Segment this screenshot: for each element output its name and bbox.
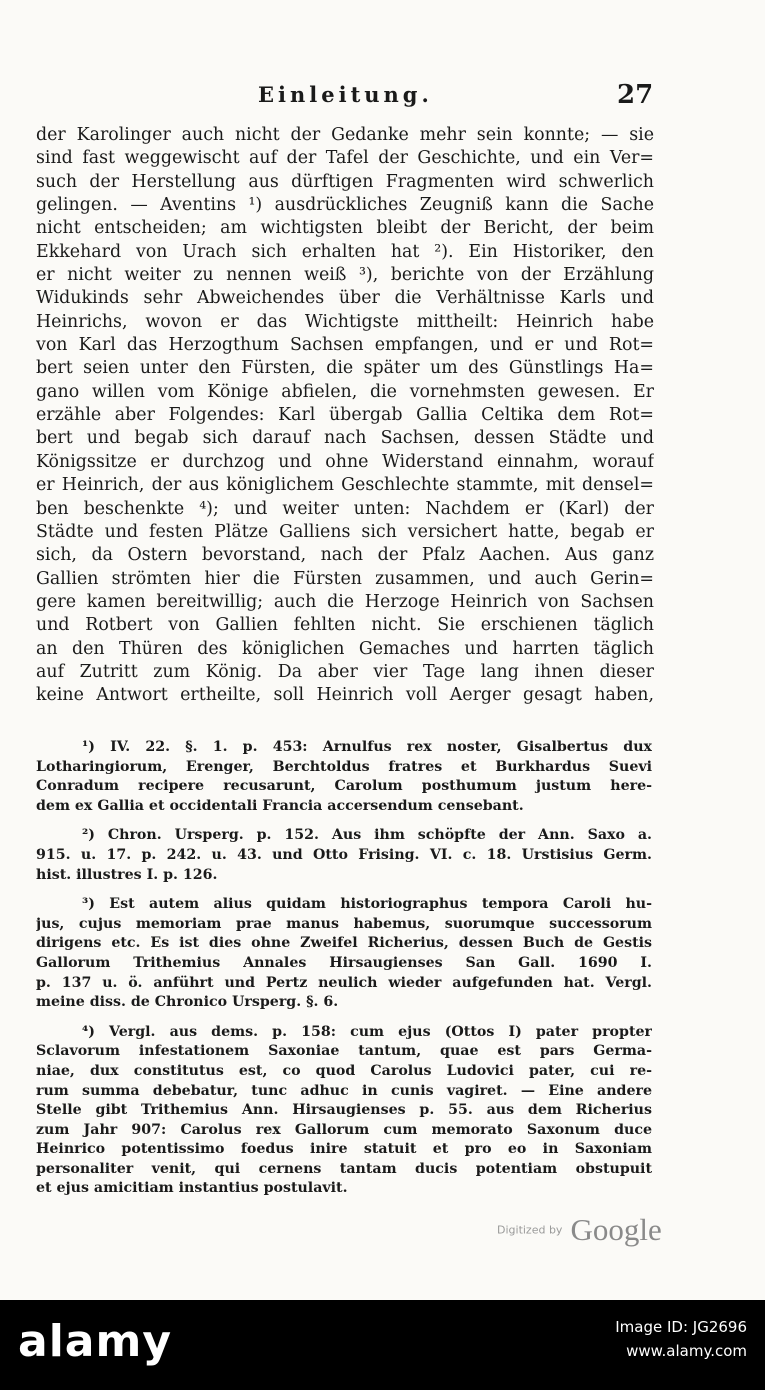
footnote-line: dem ex Gallia et occidentali Francia accersendum censebant. xyxy=(36,797,524,814)
text-line: und Rotbert von Gallien fehlten nicht. Sie erschienen täglich xyxy=(36,615,654,636)
footnote-2 xyxy=(36,826,652,885)
text-line: Ekkehard von Urach sich erhalten hat ²). Ein Historiker, den xyxy=(36,241,654,262)
running-title: Einleitung. xyxy=(258,82,433,107)
footnote-line: ²) Chron. Ursperg. p. 152. Aus ihm schöpfte der Ann. Saxo a. xyxy=(82,827,652,844)
text-line: gere kamen bereitwillig; auch die Herzoge Heinrich von Sachsen xyxy=(36,591,654,612)
main-text xyxy=(36,124,654,708)
footnote-line: et ejus amicitiam instantius postulavit. xyxy=(36,1180,348,1197)
footnote-line: Heinrico potentissimo foedus inire statuit et pro eo in Saxoniam xyxy=(36,1141,652,1158)
footnotes xyxy=(36,738,652,1209)
footnote-line: Sclavorum infestationem Saxoniae tantum, quae est pars Germa- xyxy=(36,1043,652,1060)
text-line: gelingen. — Aventins ¹) ausdrückliches Zeugniß kann die Sache xyxy=(36,195,654,216)
text-line: der Karolinger auch nicht der Gedanke mehr sein konnte; — sie xyxy=(36,125,654,145)
text-line: Königssitze er durchzog und ohne Widerstand einnahm, worauf xyxy=(36,451,654,472)
footnote-line: ³) Est autem alius quidam historiographus tempora Caroli hu- xyxy=(82,896,652,913)
text-line: Gallien strömten hier die Fürsten zusammen, und auch Gerin= xyxy=(36,568,654,589)
footnote-line: Gallorum Trithemius Annales Hirsaugienses San Gall. 1690 I. xyxy=(36,954,652,971)
alamy-logo: alamy xyxy=(18,1316,172,1367)
text-line: auf Zutritt zum König. Da aber vier Tage lang ihnen dieser xyxy=(36,661,654,682)
text-line: bert und begab sich darauf nach Sachsen, dessen Städte und xyxy=(36,428,654,449)
text-line: gano willen vom Könige abfielen, die vornehmsten gewesen. Er xyxy=(36,381,654,402)
text-line: an den Thüren des königlichen Gemaches und harrten täglich xyxy=(36,638,654,659)
footnote-line: p. 137 u. ö. anführt und Pertz neulich wieder aufgefunden hat. Vergl. xyxy=(36,974,652,991)
text-line: sich, da Ostern bevorstand, nach der Pfalz Aachen. Aus ganz xyxy=(36,545,654,566)
google-watermark xyxy=(497,1212,662,1252)
footnote-line: personaliter venit, qui cernens tantam ducis potentiam obstupuit xyxy=(36,1160,652,1177)
text-line: nicht entscheiden; am wichtigsten bleibt der Bericht, der beim xyxy=(36,218,654,239)
text-line: ben beschenkte ⁴); und weiter unten: Nachdem er (Karl) der xyxy=(36,498,654,519)
text-line: erzähle aber Folgendes: Karl übergab Gallia Celtika dem Rot= xyxy=(36,405,654,426)
text-line: sind fast weggewischt auf der Tafel der Geschichte, und ein Ver= xyxy=(36,148,654,169)
watermark-label: Digitized by xyxy=(497,1223,563,1237)
footnote-line: niae, dux constitutus est, co quod Carolus Ludovici pater, cui re- xyxy=(36,1062,652,1079)
footnote-line: ¹) IV. 22. §. 1. p. 453: Arnulfus rex noster, Gisalbertus dux xyxy=(82,739,652,755)
text-line: er nicht weiter zu nennen weiß ³), berichte von der Erzählung xyxy=(36,265,654,286)
site-url[interactable]: www.alamy.com xyxy=(626,1342,747,1360)
footnote-line: meine diss. de Chronico Ursperg. §. 6. xyxy=(36,994,339,1011)
footnote-line: Stelle gibt Trithemius Ann. Hirsaugienses p. 55. aus dem Richerius xyxy=(36,1102,652,1119)
footnote-line: zum Jahr 907: Carolus rex Gallorum cum memorato Saxonum duce xyxy=(36,1121,652,1138)
image-id: Image ID: JG2696 xyxy=(615,1318,747,1336)
text-line: von Karl das Herzogthum Sachsen empfangen, und er und Rot= xyxy=(36,335,654,356)
text-line: such der Herstellung aus dürftigen Fragmenten wird schwerlich xyxy=(36,171,654,192)
text-line: bert seien unter den Fürsten, die später um des Günstlings Ha= xyxy=(36,358,654,379)
footnote-line: Lotharingiorum, Erenger, Berchtoldus fratres et Burkhardus Suevi xyxy=(36,758,652,775)
google-logo: Google xyxy=(570,1212,662,1247)
footnote-line: hist. illustres I. p. 126. xyxy=(36,866,218,883)
text-line: er Heinrich, der aus königlichem Geschlechte stammte, mit densel= xyxy=(36,475,654,496)
footnote-line: 915. u. 17. p. 242. u. 43. und Otto Frising. VI. c. 18. Urstisius Germ. xyxy=(36,846,652,863)
text-line: Städte und festen Plätze Galliens sich versichert hatte, begab er xyxy=(36,521,654,542)
page-header xyxy=(0,82,765,112)
footnote-line: Conradum recipere recusarunt, Carolum posthumum justum here- xyxy=(36,778,652,795)
footnote-1 xyxy=(36,738,652,816)
text-line: Widukinds sehr Abweichendes über die Verhältnisse Karls und xyxy=(36,288,654,309)
footnote-line: rum summa debebatur, tunc adhuc in cunis vagiret. — Eine andere xyxy=(36,1082,652,1099)
text-line: Heinrichs, wovon er das Wichtigste mittheilt: Heinrich habe xyxy=(36,311,654,332)
page-number: 27 xyxy=(617,80,654,110)
footnote-4 xyxy=(36,1023,652,1199)
banner-info xyxy=(615,1318,747,1360)
footnote-line: dirigens etc. Es ist dies ohne Zweifel Richerius, dessen Buch de Gestis xyxy=(36,935,652,952)
text-line: keine Antwort ertheilte, soll Heinrich voll Aerger gesagt haben, xyxy=(36,685,654,706)
footnote-3 xyxy=(36,895,652,1013)
stock-banner xyxy=(0,1300,765,1390)
footnote-line: ⁴) Vergl. aus dems. p. 158: cum ejus (Ottos I) pater propter xyxy=(82,1023,652,1040)
footnote-line: jus, cujus memoriam prae manus habemus, suorumque successorum xyxy=(36,915,652,932)
